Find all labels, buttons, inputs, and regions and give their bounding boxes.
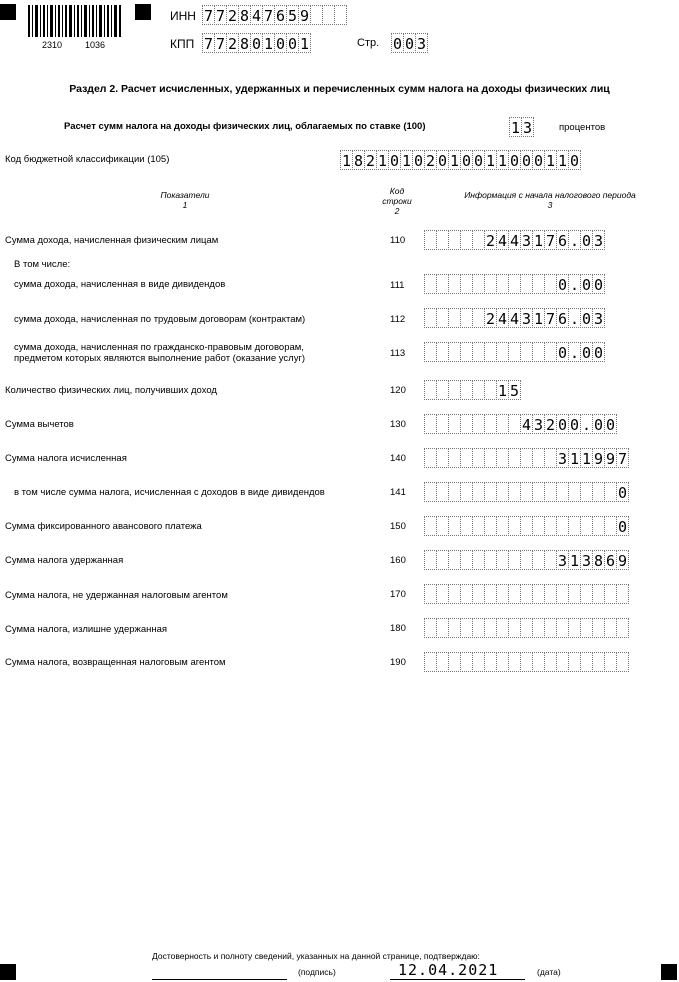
digit-cell[interactable]: 0 (287, 35, 298, 53)
digit-cell[interactable]: 1 (377, 152, 388, 170)
row-112-label: сумма дохода, начисленная по трудовым договорам (контрактам) (14, 314, 306, 325)
digit-cell[interactable]: 0 (569, 416, 580, 434)
signature-label: (подпись) (298, 967, 336, 977)
decimal-digit-cell[interactable]: 0 (581, 276, 592, 294)
digit-cell[interactable]: 1 (510, 119, 521, 137)
col2-number: 2 (394, 206, 400, 216)
row-190-value[interactable] (424, 652, 628, 672)
decimal-digit-cell[interactable]: 3 (593, 310, 604, 328)
row-112-code: 112 (390, 314, 406, 325)
row-170-code: 170 (390, 589, 406, 600)
in-that-label: В том числе: (14, 259, 71, 270)
row-141-code: 141 (390, 487, 406, 498)
digit-cell[interactable] (616, 652, 629, 672)
row-190-label: Сумма налога, возвращенная налоговым агентом (5, 657, 226, 668)
col1-header (120, 190, 250, 210)
row-190-code: 190 (390, 657, 406, 668)
digit-cell[interactable]: 0 (557, 344, 568, 362)
digit-cell[interactable]: 9 (299, 7, 310, 25)
section-title: Раздел 2. Расчет исчисленных, удержанных и перечисленных сумм налога на доходы физических лиц (69, 83, 610, 95)
digit-cell[interactable]: 4 (509, 310, 520, 328)
inn-field[interactable] (202, 5, 346, 25)
digit-cell[interactable]: 0 (617, 518, 628, 536)
digit-cell[interactable]: 2 (227, 35, 238, 53)
decimal-digit-cell[interactable]: 3 (593, 232, 604, 250)
col3-number: 3 (547, 200, 553, 210)
digit-cell[interactable]: 0 (557, 416, 568, 434)
digit-cell[interactable]: 0 (275, 35, 286, 53)
row-110-value[interactable] (424, 230, 604, 250)
decimal-digit-cell[interactable]: 0 (581, 310, 592, 328)
digit-cell[interactable]: 1 (299, 35, 310, 53)
date-field[interactable]: 12.04.2021 (398, 961, 499, 979)
digit-cell[interactable]: 0 (473, 152, 484, 170)
row-140-value[interactable] (424, 448, 628, 468)
row-140-code: 140 (390, 453, 406, 464)
digit-cell[interactable]: 6 (605, 552, 616, 570)
decimal-point: . (569, 310, 580, 328)
digit-cell[interactable]: 1 (533, 310, 544, 328)
digit-cell[interactable]: 2 (485, 310, 496, 328)
row-130-code: 130 (390, 419, 406, 430)
barcode-number-left: 2310 (42, 40, 63, 50)
digit-cell[interactable]: 3 (416, 35, 427, 53)
digit-cell[interactable] (616, 618, 629, 638)
row-111-code: 111 (390, 280, 405, 291)
digit-cell[interactable]: 0 (404, 35, 415, 53)
decimal-digit-cell[interactable]: 0 (593, 276, 604, 294)
row-113-label-line2: предметом которых являются выполнение работ (оказание услуг) (14, 353, 306, 364)
rate-unit: процентов (559, 122, 606, 133)
digit-cell[interactable]: 5 (287, 7, 298, 25)
row-113-code: 113 (390, 348, 406, 359)
col1-title: Показатели (160, 190, 210, 200)
digit-cell[interactable]: 3 (557, 450, 568, 468)
row-141-label: в том числе сумма налога, исчисленная с доходов в виде дивидендов (14, 487, 325, 498)
digit-cell[interactable]: 0 (509, 152, 520, 170)
digit-cell[interactable]: 3 (521, 232, 532, 250)
decimal-digit-cell[interactable]: 0 (593, 416, 604, 434)
row-130-label: Сумма вычетов (5, 419, 74, 430)
digit-cell[interactable]: 5 (509, 382, 520, 400)
row-130-value[interactable] (424, 414, 616, 434)
registration-marker-top-mid (135, 4, 151, 20)
digit-cell[interactable]: 1 (569, 450, 580, 468)
inn-label: ИНН (170, 9, 196, 23)
digit-cell[interactable]: 0 (392, 35, 403, 53)
row-170-label: Сумма налога, не удержанная налоговым агентом (5, 590, 228, 601)
row-150-label: Сумма фиксированного авансового платежа (5, 521, 202, 532)
digit-cell[interactable]: 6 (557, 310, 568, 328)
kpp-label: КПП (170, 37, 195, 51)
digit-cell[interactable]: 0 (533, 152, 544, 170)
digit-cell[interactable]: 0 (569, 152, 580, 170)
row-160-code: 160 (390, 555, 406, 566)
row-170-value[interactable] (424, 584, 628, 604)
digit-cell[interactable]: 7 (263, 7, 274, 25)
digit-cell[interactable]: 8 (239, 35, 250, 53)
digit-cell[interactable]: 0 (557, 276, 568, 294)
digit-cell[interactable]: 3 (521, 310, 532, 328)
digit-cell[interactable]: 0 (617, 484, 628, 502)
row-111-value[interactable] (424, 274, 604, 294)
digit-cell[interactable]: 1 (341, 152, 352, 170)
row-150-code: 150 (390, 521, 406, 532)
kbk-label: Код бюджетной классификации (105) (5, 154, 170, 165)
digit-cell[interactable]: 2 (365, 152, 376, 170)
digit-cell[interactable]: 3 (557, 552, 568, 570)
digit-cell[interactable]: 7 (545, 310, 556, 328)
digit-cell[interactable]: 1 (533, 232, 544, 250)
kbk-field[interactable] (340, 150, 580, 170)
digit-cell[interactable]: 8 (593, 552, 604, 570)
row-120-label: Количество физических лиц, получивших доход (5, 385, 217, 396)
date-label: (дата) (537, 967, 561, 977)
digit-cell[interactable]: 8 (353, 152, 364, 170)
row-180-code: 180 (390, 623, 406, 634)
col2-title-a: Код (389, 186, 405, 196)
decimal-digit-cell[interactable]: 0 (605, 416, 616, 434)
digit-cell[interactable]: 7 (203, 7, 214, 25)
digit-cell[interactable]: 0 (389, 152, 400, 170)
row-180-label: Сумма налога, излишне удержанная (5, 624, 168, 635)
digit-cell[interactable]: 8 (239, 7, 250, 25)
signature-line (152, 979, 287, 980)
decimal-point: . (569, 344, 580, 362)
digit-cell[interactable]: 2 (545, 416, 556, 434)
digit-cell[interactable]: 6 (557, 232, 568, 250)
digit-cell[interactable]: 0 (461, 152, 472, 170)
digit-cell[interactable]: 1 (497, 152, 508, 170)
digit-cell[interactable]: 4 (521, 416, 532, 434)
row-160-value[interactable] (424, 550, 628, 570)
digit-cell[interactable]: 4 (497, 232, 508, 250)
page-number-field[interactable] (391, 33, 427, 53)
row-150-value[interactable] (424, 516, 628, 536)
digit-cell[interactable]: 7 (545, 232, 556, 250)
registration-marker-bottom-left (0, 964, 16, 980)
digit-cell[interactable] (334, 5, 347, 25)
digit-cell[interactable]: 7 (203, 35, 214, 53)
row-113-label-line1: сумма дохода, начисленная по гражданско-правовым договорам, (14, 342, 304, 353)
digit-cell[interactable]: 0 (437, 152, 448, 170)
row-141-value[interactable] (424, 482, 628, 502)
digit-cell[interactable]: 6 (275, 7, 286, 25)
col2-title-b: строки (382, 196, 412, 206)
digit-cell[interactable]: 7 (617, 450, 628, 468)
digit-cell[interactable]: 9 (617, 552, 628, 570)
digit-cell[interactable]: 3 (581, 552, 592, 570)
digit-cell[interactable]: 9 (605, 450, 616, 468)
digit-cell[interactable]: 4 (497, 310, 508, 328)
row-160-label: Сумма налога удержанная (5, 555, 124, 566)
rate-label: Расчет сумм налога на доходы физических лиц, облагаемых по ставке (100) (64, 121, 426, 132)
digit-cell[interactable]: 0 (251, 35, 262, 53)
decimal-point: . (569, 232, 580, 250)
digit-cell[interactable]: 2 (425, 152, 436, 170)
row-110-code: 110 (390, 235, 406, 246)
kpp-field[interactable] (202, 33, 310, 53)
digit-cell[interactable]: 1 (485, 152, 496, 170)
digit-cell[interactable]: 2 (485, 232, 496, 250)
decimal-digit-cell[interactable]: 0 (581, 232, 592, 250)
decimal-digit-cell[interactable]: 0 (581, 344, 592, 362)
row-111-label: сумма дохода, начисленная в виде дивидендов (14, 279, 226, 290)
digit-cell[interactable]: 0 (413, 152, 424, 170)
digit-cell[interactable]: 0 (521, 152, 532, 170)
digit-cell[interactable]: 1 (581, 450, 592, 468)
digit-cell[interactable]: 3 (522, 119, 533, 137)
col3-title: Информация с начала налогового периода (464, 190, 636, 200)
row-113-value[interactable] (424, 342, 604, 362)
row-120-code: 120 (390, 385, 406, 396)
digit-cell[interactable]: 1 (569, 552, 580, 570)
digit-cell[interactable]: 4 (509, 232, 520, 250)
row-120-value[interactable] (424, 380, 520, 400)
digit-cell[interactable]: 1 (545, 152, 556, 170)
confirmation-text: Достоверность и полноту сведений, указанных на данной странице, подтверждаю: (152, 951, 480, 961)
col3-header (430, 190, 670, 210)
row-140-label: Сумма налога исчисленная (5, 453, 127, 464)
barcode-number-right: 1036 (85, 40, 106, 50)
digit-cell[interactable]: 2 (227, 7, 238, 25)
digit-cell[interactable]: 7 (215, 35, 226, 53)
digit-cell[interactable]: 1 (449, 152, 460, 170)
decimal-digit-cell[interactable]: 0 (593, 344, 604, 362)
registration-marker-top-left (0, 4, 16, 20)
digit-cell[interactable]: 7 (215, 7, 226, 25)
barcode (28, 5, 122, 37)
digit-cell[interactable]: 4 (251, 7, 262, 25)
page-label: Стр. (357, 37, 380, 49)
decimal-point: . (581, 416, 592, 434)
digit-cell[interactable]: 9 (593, 450, 604, 468)
digit-cell[interactable]: 1 (497, 382, 508, 400)
decimal-point: . (569, 276, 580, 294)
col1-number: 1 (182, 200, 188, 210)
digit-cell[interactable]: 1 (263, 35, 274, 53)
date-line (390, 979, 525, 980)
registration-marker-bottom-right (661, 964, 677, 980)
row-180-value[interactable] (424, 618, 628, 638)
col2-header (372, 186, 422, 216)
digit-cell[interactable]: 1 (557, 152, 568, 170)
rate-field[interactable] (509, 117, 533, 137)
digit-cell[interactable]: 3 (533, 416, 544, 434)
row-110-label: Сумма дохода, начисленная физическим лицам (5, 235, 219, 246)
digit-cell[interactable]: 1 (401, 152, 412, 170)
digit-cell[interactable] (616, 584, 629, 604)
row-112-value[interactable] (424, 308, 604, 328)
